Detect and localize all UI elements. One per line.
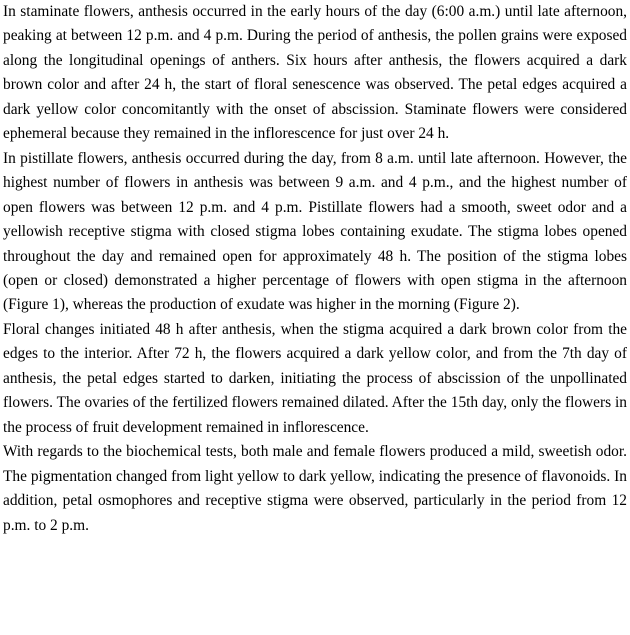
paragraph-biochemical-tests: With regards to the biochemical tests, both male and female flowers produced a mild, sweetish odor. The pigmentation changed from light yellow to dark yellow, indicating the presence of flavonoids. In addition, petal osmophores and receptive stigma were observed, particularly in the period from 12 p.m. to 2 p.m. bbox=[3, 443, 627, 534]
paragraph-floral-changes: Floral changes initiated 48 h after anthesis, when the stigma acquired a dark brown color from the edges to the interior. After 72 h, the flowers acquired a dark yellow color, and from the 7th day of anthesis, the petal edges started to darken, initiating the process of abscission of the unpollinated flowers. The ovaries of the fertilized flowers remained dilated. After the 15th day, only the flowers in the process of fruit development remained in inflorescence. bbox=[3, 320, 627, 436]
paragraph-pistillate-flowers: In pistillate flowers, anthesis occurred during the day, from 8 a.m. until late afternoon. However, the highest number of flowers in anthesis was between 9 a.m. and 4 p.m., and the highest number of open flowers was between 12 p.m. and 4 p.m. Pistillate flowers had a smooth, sweet odor and a yellowish receptive stigma with closed stigma lobes containing exudate. The stigma lobes opened throughout the day and remained open for approximately 48 h. The position of the stigma lobes (open or closed) demonstrated a higher percentage of flowers with open stigma in the afternoon (Figure 1), whereas the production of exudate was higher in the morning (Figure 2). bbox=[3, 149, 627, 314]
paragraph-staminate-flowers: In staminate flowers, anthesis occurred in the early hours of the day (6:00 a.m.) until late afternoon, peaking at between 12 p.m. and 4 p.m. During the period of anthesis, the pollen grains were exposed along the longitudinal openings of anthers. Six hours after anthesis, the flowers acquired a dark brown color and after 24 h, the start of floral senescence was observed. The petal edges acquired a dark yellow color concomitantly with the onset of abscission. Staminate flowers were considered ephemeral because they remained in the inflorescence for just over 24 h. bbox=[3, 3, 627, 143]
